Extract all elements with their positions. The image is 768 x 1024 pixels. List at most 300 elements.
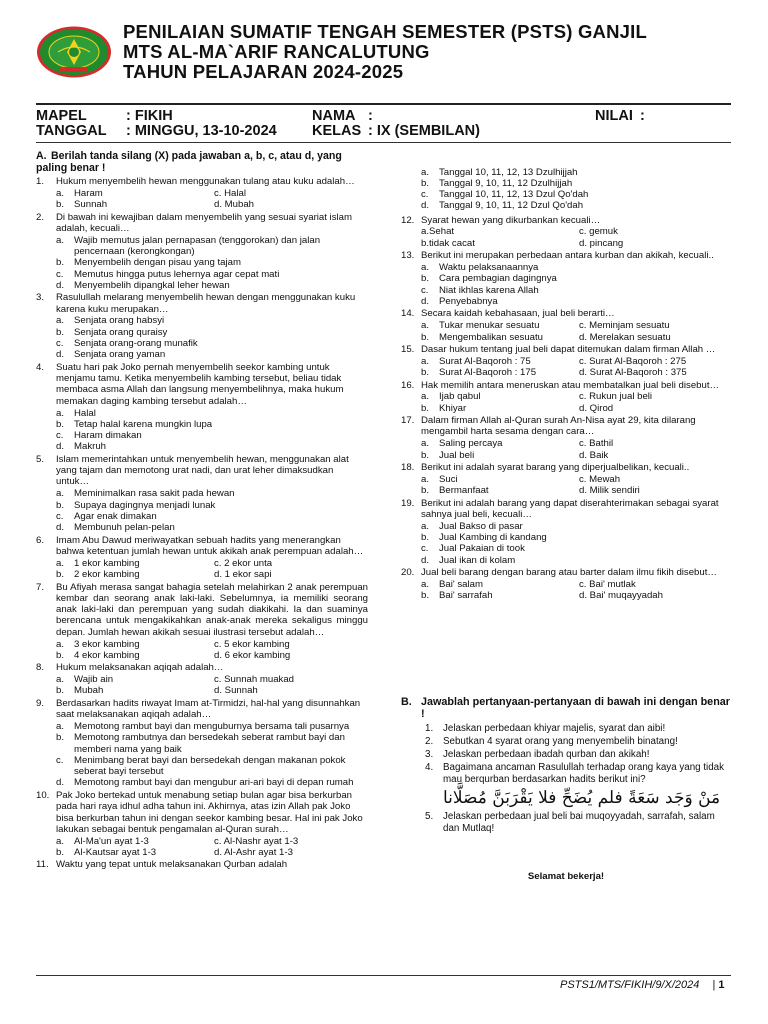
- answer-option: [56, 408, 368, 419]
- option-letter: b.: [56, 846, 65, 858]
- right-question-list: [401, 215, 731, 602]
- option-text: Jual ikan di kolam: [439, 554, 516, 566]
- question-body: [421, 250, 731, 307]
- answer-option: [56, 755, 368, 778]
- option-letter: d.: [56, 349, 65, 361]
- answer-option: [421, 178, 731, 189]
- option-text: Tanggal 9, 10, 11, 12 Dzul Qo'dah: [439, 200, 584, 212]
- option-text: Jual Bakso di pasar: [439, 520, 523, 532]
- answer-option: [421, 521, 731, 532]
- answer-option: [421, 391, 579, 402]
- option-text: Halal: [74, 407, 96, 419]
- answer-option: [56, 315, 368, 326]
- answer-option: [56, 419, 368, 430]
- option-text: d. Merelakan sesuatu: [579, 331, 671, 343]
- question-number: 13.: [401, 250, 415, 262]
- option-text: Cara pembagian dagingnya: [439, 273, 557, 285]
- q11-options: [421, 167, 731, 212]
- closing-message: Selamat bekerja!: [527, 871, 605, 882]
- question-item: [36, 212, 368, 292]
- option-letter: a.: [421, 320, 430, 332]
- mapel-label: MAPEL: [36, 108, 87, 124]
- option-text: Surat Al-Baqoroh : 75: [439, 355, 531, 367]
- option-letter: a.: [421, 520, 430, 532]
- option-text: d. Al-Ashr ayat 1-3: [214, 846, 293, 858]
- option-text: 2 ekor kambing: [74, 569, 140, 581]
- question-item: [401, 308, 731, 342]
- answer-option: [56, 569, 214, 580]
- tanggal-label: TANGGAL: [36, 123, 107, 139]
- answer-option: [579, 367, 731, 378]
- question-number: 7.: [36, 581, 45, 593]
- answer-option: [56, 674, 214, 685]
- option-letter: a.: [56, 315, 65, 327]
- option-text: c. Sunnah muakad: [214, 674, 295, 686]
- option-letter: a.: [421, 391, 430, 403]
- option-letter: c.: [56, 430, 64, 442]
- question-item: [36, 454, 368, 534]
- answer-option: [56, 721, 368, 732]
- option-letter: d.: [56, 522, 65, 534]
- answer-option: [421, 579, 579, 590]
- answer-option: [56, 280, 368, 291]
- option-letter: d.: [421, 200, 430, 212]
- kelas-label: KELAS: [312, 123, 362, 139]
- answer-option: [421, 590, 579, 601]
- answer-options-grid: [421, 356, 731, 379]
- answer-option: [421, 200, 731, 211]
- question-text: Islam memerintahkan untuk menyembelih hewan, menggunakan alat yang tajam dan memotong urat nadi, dan urat leher dimaksudkan untuk…: [56, 453, 349, 488]
- question-item: [401, 250, 731, 307]
- answer-options-grid: [56, 674, 368, 697]
- option-text: Tanggal 10, 11, 12, 13 Dzulhijjah: [439, 166, 578, 178]
- question-body: [421, 498, 731, 566]
- questions-left-column: [36, 150, 368, 872]
- option-letter: a.: [56, 638, 65, 650]
- question-number: 8.: [36, 662, 45, 674]
- answer-option: [214, 650, 368, 661]
- answer-option: [579, 356, 731, 367]
- option-letter: b.: [421, 402, 430, 414]
- option-text: c. Meminjam sesuatu: [579, 320, 670, 332]
- question-item: [36, 176, 368, 210]
- question-body: [421, 380, 731, 414]
- question-number: 20.: [401, 567, 415, 579]
- option-letter: a.: [56, 488, 65, 500]
- answer-options-grid: [56, 836, 368, 859]
- option-text: d. Qirod: [579, 402, 614, 414]
- question-item: [36, 790, 368, 858]
- option-letter: d.: [56, 441, 65, 453]
- option-text: 4 ekor kambing: [74, 649, 140, 661]
- question-text: Rasulullah melarang menyembelih hewan dengan menggunakan kuku karena kuku merupakan…: [56, 292, 356, 315]
- question-number: 18.: [401, 462, 415, 474]
- option-letter: b.: [421, 367, 430, 379]
- title-line-1: PENILAIAN SUMATIF TENGAH SEMESTER (PSTS) GANJIL: [123, 21, 647, 42]
- answer-option: [421, 285, 731, 296]
- option-letter: b.: [56, 649, 65, 661]
- option-letter: b.: [56, 418, 65, 430]
- answer-option: [56, 188, 214, 199]
- question-item: [36, 698, 368, 789]
- nama-value: :: [368, 108, 373, 124]
- option-text: Saling percaya: [439, 438, 503, 450]
- question-number: 16.: [401, 379, 415, 391]
- essay-question: [425, 736, 731, 748]
- answer-option: [56, 257, 368, 268]
- question-body: [56, 292, 368, 360]
- option-text: Memotong rambut bayi dan menguburnya bersama tali pusarnya: [74, 720, 350, 732]
- option-text: Mengembalikan sesuatu: [439, 331, 543, 343]
- question-item: [401, 215, 731, 249]
- answer-option: [214, 558, 368, 569]
- question-body: [56, 212, 368, 292]
- option-text: Tetap halal karena mungkin lupa: [74, 418, 213, 430]
- question-item: [36, 535, 368, 581]
- option-text: d. Baik: [579, 449, 609, 461]
- question-number: 3.: [425, 749, 434, 761]
- option-text: Meminimalkan rasa sakit pada hewan: [74, 488, 235, 500]
- answer-options-grid: [421, 391, 731, 414]
- kelas-value: : IX (SEMBILAN): [368, 123, 480, 139]
- question-text: Bagaimana ancaman Rasulullah terhadap orang kaya yang tidak mau berqurban berdasarkan hadits berikut ini?: [443, 762, 725, 785]
- answer-option: [214, 199, 368, 210]
- option-text: c. Halal: [214, 187, 246, 199]
- answer-options: [56, 315, 368, 360]
- answer-options-grid: [421, 320, 731, 343]
- answer-options: [56, 488, 368, 533]
- option-letter: c.: [56, 754, 64, 766]
- option-text: Bai' sarrafah: [439, 590, 493, 602]
- section-b-instruction: Jawablah pertanyaan-pertanyaan di bawah ini dengan benar !: [421, 696, 730, 720]
- option-text: Suci: [439, 473, 458, 485]
- option-text: Membunuh pelan-pelan: [74, 522, 175, 534]
- essay-question: [425, 762, 731, 809]
- question-number: 14.: [401, 308, 415, 320]
- answer-option: [421, 450, 579, 461]
- school-logo: [36, 26, 112, 78]
- question-text: Jelaskan perbedaan khiyar majelis, syarat dan aibi!: [443, 723, 666, 734]
- option-text: d. Sunnah: [214, 685, 258, 697]
- answer-option: [579, 438, 731, 449]
- answer-option: [421, 532, 731, 543]
- option-text: Memotong rambutnya dan bersedekah seberat rambut bayi dan memberi nama yang baik: [74, 732, 345, 755]
- option-letter: b.: [421, 273, 430, 285]
- option-letter: a.: [421, 262, 430, 274]
- answer-option: [56, 511, 368, 522]
- answer-option: [214, 188, 368, 199]
- question-body: [421, 215, 731, 249]
- page-footer: [560, 979, 725, 991]
- option-text: Khiyar: [439, 402, 467, 414]
- option-text: Agar enak dimakan: [74, 510, 157, 522]
- answer-option: [579, 320, 731, 331]
- question-number: 17.: [401, 415, 415, 427]
- answer-options: [56, 721, 368, 789]
- question-text: Jelaskan perbedaan ibadah qurban dan akikah!: [443, 749, 650, 761]
- option-text: Penyebabnya: [439, 295, 498, 307]
- answer-option: [579, 332, 731, 343]
- option-text: Haram: [74, 187, 103, 199]
- option-text: Waktu pelaksanaannya: [439, 262, 539, 274]
- answer-option: [421, 332, 579, 343]
- question-item: [36, 582, 368, 662]
- question-text: Hukum melaksanakan aqiqah adalah…: [56, 662, 224, 674]
- question-body: [421, 308, 731, 342]
- answer-options-grid: [56, 639, 368, 662]
- option-text: Ijab qabul: [439, 391, 481, 403]
- answer-options-grid: [421, 438, 731, 461]
- answer-option: [421, 273, 731, 284]
- question-body: [443, 723, 731, 735]
- option-letter: a.: [56, 234, 65, 246]
- option-text: Bai' salam: [439, 578, 483, 590]
- question-body: [56, 662, 368, 696]
- answer-option: [214, 569, 368, 580]
- question-text: Secara kaidah kebahasaan, jual beli berarti…: [421, 308, 615, 320]
- section-a-letter: A.: [36, 150, 47, 162]
- question-item: [401, 567, 731, 601]
- option-letter: b.: [56, 499, 65, 511]
- question-item: [401, 380, 731, 414]
- question-number: 19.: [401, 497, 415, 509]
- answer-option: [214, 836, 368, 847]
- info-divider: [36, 142, 731, 143]
- question-number: 5.: [425, 810, 434, 822]
- header-divider: [36, 103, 731, 105]
- question-body: [56, 535, 368, 581]
- title-line-2: MTS AL-MA`ARIF RANCALUTUNG: [123, 41, 430, 62]
- option-text: Senjata orang habsyi: [74, 315, 165, 327]
- answer-option: [421, 320, 579, 331]
- question-text: Jelaskan perbedaan jual beli bai muqoyyadah, sarrafah, salam dan Mutlaq!: [443, 810, 715, 834]
- question-item: [36, 362, 368, 453]
- answer-option: [56, 522, 368, 533]
- question-body: [56, 362, 368, 453]
- question-number: 11.: [36, 859, 49, 871]
- question-body: [56, 859, 368, 870]
- question-number: 12.: [401, 214, 415, 226]
- questions-right-column: [401, 166, 731, 603]
- answer-option: [579, 391, 731, 402]
- option-text: Jual Pakaian di took: [439, 543, 525, 555]
- option-text: c. Surat Al-Baqoroh : 275: [579, 355, 687, 367]
- answer-option: [421, 167, 731, 178]
- answer-options: [421, 262, 731, 307]
- question-item: [401, 415, 731, 461]
- option-letter: a.: [56, 674, 65, 686]
- hadith-text: مَنْ وَجَد سَعَةً فلم يُضَحِّ فلا يَقْرَبَنَّ مُصَلَّانا: [443, 788, 721, 809]
- answer-option: b.tidak cacat: [421, 237, 475, 249]
- question-body: [443, 736, 731, 748]
- option-text: Niat ikhlas karena Allah: [439, 284, 539, 296]
- question-body: [56, 454, 368, 534]
- question-number: 2.: [36, 211, 45, 223]
- answer-option: [56, 650, 214, 661]
- answer-option: [56, 349, 368, 360]
- answer-option: [421, 485, 579, 496]
- option-text: c. 2 ekor unta: [214, 557, 273, 569]
- option-text: Menyembelih dengan pisau yang tajam: [74, 257, 241, 269]
- tanggal-value: : MINGGU, 13-10-2024: [126, 123, 277, 139]
- title-line-3: TAHUN PELAJARAN 2024-2025: [123, 61, 404, 82]
- option-text: d. Bai' muqayyadah: [579, 590, 663, 602]
- option-letter: d.: [56, 279, 65, 291]
- question-item: [401, 344, 731, 378]
- answer-option: [421, 262, 731, 273]
- question-text: Berikut ini adalah syarat barang yang diperjualbelikan, kecuali..: [421, 462, 690, 474]
- option-letter: c.: [421, 284, 429, 296]
- option-letter: a.: [56, 187, 65, 199]
- question-number: 4.: [36, 361, 45, 373]
- answer-option: [56, 685, 214, 696]
- question-text: Dasar hukum tentang jual beli dapat ditemukan dalam firman Allah …: [421, 344, 716, 356]
- question-number: 1.: [36, 176, 45, 187]
- question-body: [56, 176, 368, 210]
- option-text: Wajib memutus jalan pernapasan (tenggorokan) dan jalan pencernaan (kerongkongan): [74, 234, 321, 257]
- answer-option: [579, 579, 731, 590]
- question-number: 9.: [36, 697, 45, 709]
- answer-option: [56, 639, 214, 650]
- section-b-question-list: [401, 723, 731, 834]
- option-letter: a.: [421, 473, 430, 485]
- essay-question: [425, 723, 731, 735]
- question-text: Berikut ini adalah barang yang dapat diserahterimakan sebagai syarat sahnya jual beli, kecuali…: [421, 497, 719, 520]
- section-a-heading: [36, 150, 368, 174]
- question-item: [36, 859, 368, 870]
- question-item: [401, 462, 731, 496]
- option-text: Senjata orang quraisy: [74, 326, 168, 338]
- option-text: d. 1 ekor sapi: [214, 569, 272, 581]
- option-letter: c.: [56, 338, 64, 350]
- option-letter: c.: [56, 268, 64, 280]
- answer-option: [56, 235, 368, 258]
- answer-options-grid: [421, 474, 731, 497]
- option-letter: a.: [421, 355, 430, 367]
- nama-label: NAMA: [312, 108, 356, 124]
- answer-options: [56, 408, 368, 453]
- answer-option: [56, 327, 368, 338]
- section-b: [401, 696, 731, 834]
- question-body: [56, 790, 368, 858]
- option-text: Jual Kambing di kandang: [439, 532, 547, 544]
- answer-option: [421, 356, 579, 367]
- question-text: Berdasarkan hadits riwayat Imam at-Tirmidzi, hal-hal yang disunnahkan saat melaksanakan aqiqah adalah…: [56, 697, 361, 721]
- section-a-instruction: Berilah tanda silang (X) pada jawaban a, b, c, atau d, yang paling benar !: [36, 150, 342, 174]
- option-text: Mubah: [74, 685, 104, 697]
- answer-options: [56, 235, 368, 291]
- option-letter: c.: [421, 543, 429, 555]
- answer-option: [421, 367, 579, 378]
- answer-option: [56, 199, 214, 210]
- option-letter: c.: [421, 189, 429, 201]
- option-letter: a.: [56, 835, 65, 847]
- option-letter: b.: [56, 732, 65, 744]
- question-text: Di bawah ini kewajiban dalam menyembelih yang sesuai syariat islam adalah, kecuali…: [56, 211, 352, 234]
- question-body: [56, 582, 368, 662]
- option-text: Menyembelih dipangkal leher hewan: [74, 279, 230, 291]
- option-letter: b.: [421, 485, 430, 497]
- option-letter: b.: [421, 590, 430, 602]
- mapel-value: : FIKIH: [126, 108, 173, 124]
- option-text: c. Bai' mutlak: [579, 578, 636, 590]
- answer-option: c. gemuk: [579, 226, 618, 238]
- question-number: 2.: [425, 736, 434, 748]
- option-text: Senjata orang yaman: [74, 349, 166, 361]
- option-text: c. Bathil: [579, 438, 614, 450]
- question-number: 15.: [401, 344, 415, 356]
- option-text: Surat Al-Baqoroh : 175: [439, 367, 537, 379]
- option-text: c. Al-Nashr ayat 1-3: [214, 835, 299, 847]
- question-text: Hak memilih antara meneruskan atau membatalkan jual beli disebut…: [421, 379, 720, 391]
- question-text: Jual beli barang dengan barang atau barter dalam ilmu fikih disebut…: [421, 567, 717, 579]
- nilai-label: NILAI: [595, 108, 633, 124]
- option-letter: b.: [421, 532, 430, 544]
- option-letter: b.: [56, 685, 65, 697]
- answer-option: [421, 543, 731, 554]
- question-item: [36, 662, 368, 696]
- option-letter: b.: [56, 569, 65, 581]
- answer-option: [56, 836, 214, 847]
- essay-question: [425, 811, 731, 834]
- option-letter: b.: [56, 257, 65, 269]
- answer-option: [56, 488, 368, 499]
- answer-option: [214, 639, 368, 650]
- option-text: Supaya dagingnya menjadi lunak: [74, 499, 216, 511]
- answer-option: d. pincang: [579, 237, 624, 249]
- option-text: Sunnah: [74, 199, 108, 211]
- answer-option: [421, 555, 731, 566]
- section-b-heading: [401, 696, 731, 720]
- answer-option: a.Sehat: [421, 226, 455, 238]
- question-text: Pak Joko bertekad untuk menabung setiap bulan agar bisa berkurban pada hari raya idhul adha tahun ini. Akhirnya, atas izin Allah pak Joko bisa berkurban tahun ini dengan seekor kambing besar. Hal ini pak Joko lakukan sebagai bentuk pengamalan al-Quran surah…: [56, 789, 363, 835]
- answer-options: [421, 521, 731, 566]
- question-text: Berikut ini merupakan perbedaan antara kurban dan akikah, kecuali..: [421, 250, 714, 262]
- question-item: [401, 498, 731, 566]
- answer-option: [579, 403, 731, 414]
- question-text: Dalam firman Allah al-Quran surah An-Nisa ayat 29, kita dilarang mengambil harta sesama dengan cara…: [421, 415, 696, 438]
- answer-option: [56, 441, 368, 452]
- exam-title: [123, 22, 647, 82]
- option-text: d. 6 ekor kambing: [214, 649, 291, 661]
- essay-question: [425, 749, 731, 761]
- section-a-question-list: [36, 176, 368, 871]
- answer-option: [421, 189, 731, 200]
- option-text: d. Mubah: [214, 199, 255, 211]
- option-letter: c.: [56, 510, 64, 522]
- question-body: [443, 749, 731, 761]
- question-text: Suatu hari pak Joko pernah menyembelih seekor kambing untuk menjamu tamu. Ketika menyembelih kambing tersebut, beliau tidak membaca asma Allah dan langsung menyembelihnya, maka hukum memakan daging kambing tersebut adalah…: [56, 361, 344, 407]
- answer-options-grid: [421, 579, 731, 602]
- answer-option: [421, 438, 579, 449]
- option-text: d. Surat Al-Baqoroh : 375: [579, 367, 687, 379]
- option-text: c. 5 ekor kambing: [214, 638, 290, 650]
- answer-option: [579, 485, 731, 496]
- answer-option: [56, 500, 368, 511]
- answer-option: [56, 558, 214, 569]
- question-body: [421, 415, 731, 461]
- option-text: Senjata orang-orang munafik: [74, 338, 198, 350]
- option-letter: b.: [421, 177, 430, 189]
- option-letter: b.: [56, 326, 65, 338]
- answer-options-grid: [56, 558, 368, 581]
- question-item: [36, 292, 368, 360]
- option-letter: b.: [421, 331, 430, 343]
- option-letter: a.: [421, 166, 430, 178]
- option-letter: d.: [421, 295, 430, 307]
- question-number: 5.: [36, 453, 45, 465]
- option-text: Memotong rambut bayi dan mengubur ari-ari bayi di depan rumah: [74, 777, 354, 789]
